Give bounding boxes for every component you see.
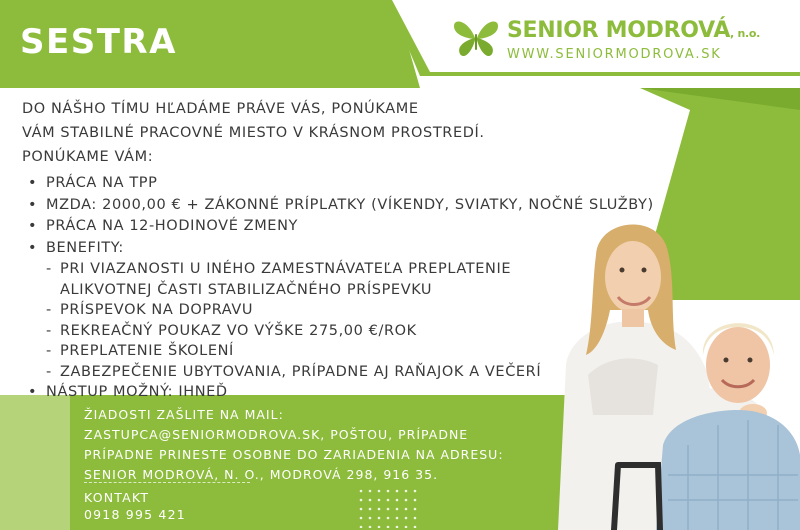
- logo: [452, 14, 792, 66]
- offer-text: PRÁCA NA TPP: [46, 175, 158, 191]
- logo-name-text: SENIOR MODROVÁ: [507, 18, 731, 43]
- benefit-text: PRÍSPEVOK NA DOPRAVU: [60, 302, 254, 318]
- footer-line-1: ŽIADOSTI ZAŠLITE NA MAIL:: [84, 407, 284, 422]
- footer-line-2: ZASTUPCA@SENIORMODROVA.SK, POŠTOU, PRÍPADNE: [84, 427, 469, 442]
- contact-label: KONTAKT: [84, 490, 150, 505]
- footer-wedge: [0, 395, 70, 530]
- logo-name: [507, 18, 760, 43]
- benefit-text-cont: ALIKVOTNEJ ČASTI STABILIZAČNÉHO PRÍSPEVKU: [60, 281, 433, 298]
- butterfly-icon: [452, 16, 500, 60]
- contact-phone: 0918 995 421: [84, 507, 186, 522]
- intro-line-3: PONÚKAME VÁM:: [22, 149, 154, 165]
- benefit-text: ZABEZPEČENIE UBYTOVANIA, PRÍPADNE AJ RAŇAJOK A VEČERÍ: [60, 363, 542, 380]
- offer-text: NÁSTUP MOŽNÝ: IHNEĎ: [46, 384, 228, 400]
- footer-line-4: SENIOR MODROVÁ, N. O., MODROVÁ 298, 916 35.: [84, 467, 439, 482]
- footer-line-3: PRÍPADNE PRINESTE OSOBNE DO ZARIADENIA NA ADRESU:: [84, 447, 504, 462]
- benefit-text: PREPLATENIE ŠKOLENÍ: [60, 343, 234, 359]
- offer-item: [22, 195, 662, 217]
- offer-item: [22, 173, 662, 195]
- offer-text: PRÁCA NA 12-HODINOVÉ ZMENY: [46, 218, 298, 234]
- benefit-text: - PRI VIAZANOSTI U INÉHO ZAMESTNÁVATEĽA PREPLATENIE: [60, 261, 512, 277]
- intro-line-1: DO NÁŠHO TÍMU HĽADÁME PRÁVE VÁS, PONÚKAME: [22, 101, 419, 117]
- intro-line-2: VÁM STABILNÉ PRACOVNÉ MIESTO V KRÁSNOM PROSTREDÍ.: [22, 125, 485, 141]
- nurse-senior-photo: [548, 215, 800, 530]
- footer-divider: [84, 482, 250, 483]
- decorative-dots: [358, 488, 418, 528]
- application-info: [84, 405, 504, 485]
- logo-suffix: , n.o.: [730, 27, 761, 40]
- offer-text: BENEFITY:: [46, 239, 124, 256]
- logo-url: WWW.SENIORMODROVA.SK: [507, 47, 722, 62]
- offer-text: MZDA: 2000,00 € + ZÁKONNÉ PRÍPLATKY (VÍKENDY, SVIATKY, NOČNÉ SLUŽBY): [46, 196, 654, 213]
- page-title: SESTRA: [20, 22, 177, 62]
- benefit-text: REKREAČNÝ POUKAZ VO VÝŠKE 275,00 €/ROK: [60, 322, 417, 339]
